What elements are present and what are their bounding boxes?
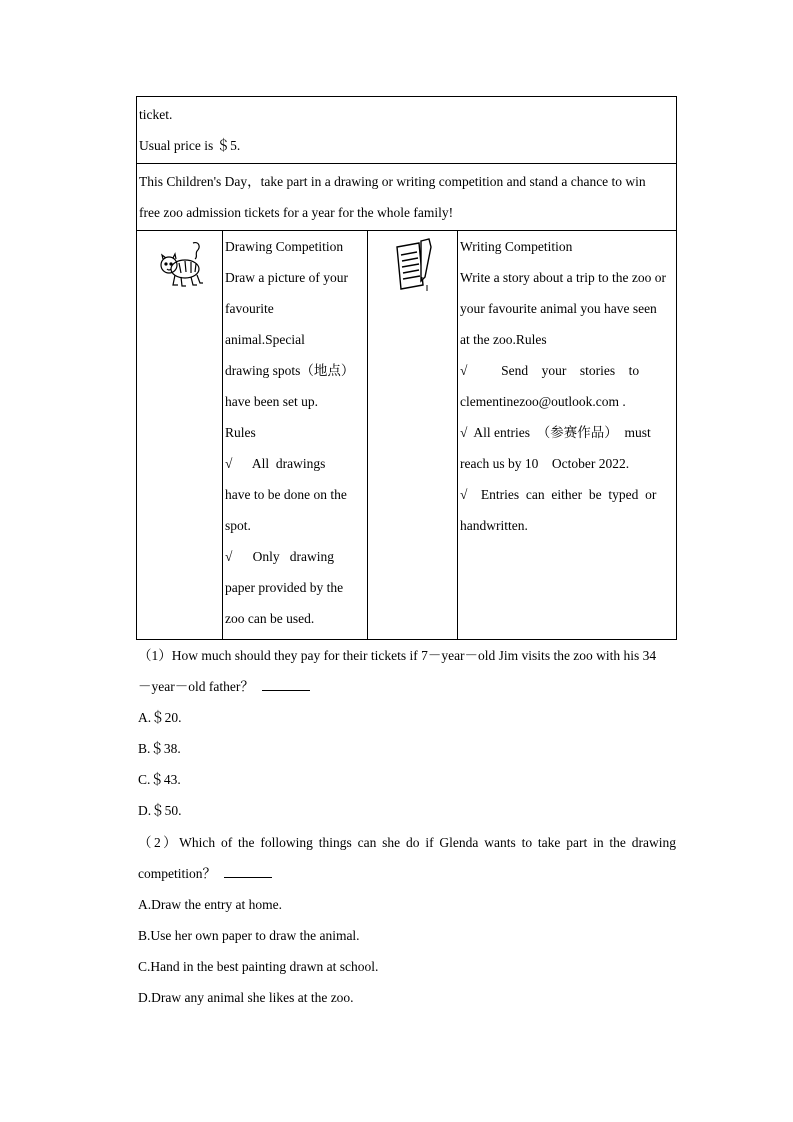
question-1-text-cont: －year－old father？ xyxy=(138,671,676,702)
table-row-price xyxy=(137,97,677,164)
tiger-icon xyxy=(155,237,205,293)
drawing-line: Draw a picture of your xyxy=(225,270,348,285)
drawing-title: Drawing Competition xyxy=(225,239,344,254)
drawing-line: drawing spots（地点） xyxy=(225,363,355,378)
writing-line: Write a story about a trip to the zoo or xyxy=(460,270,667,285)
option-b[interactable]: B.Use her own paper to draw the animal. xyxy=(138,928,360,943)
drawing-line: have been set up. xyxy=(225,394,318,409)
option-c[interactable]: C.Hand in the best painting drawn at school. xyxy=(138,959,379,974)
price-line-2: Usual price is ＄5. xyxy=(139,138,241,153)
price-line-1: ticket. xyxy=(139,107,173,122)
option-d[interactable]: D.＄50. xyxy=(138,803,182,818)
question-2-text-cont: competition？ xyxy=(138,858,676,889)
table-row-intro xyxy=(137,164,677,231)
writing-rule: √ Send your stories to xyxy=(460,363,640,378)
drawing-rule: paper provided by the xyxy=(225,580,344,595)
drawing-rule: spot. xyxy=(225,518,251,533)
drawing-rule: √ Only drawing xyxy=(225,549,335,564)
question-1-text: （1）How much should they pay for their tickets if 7－year－old Jim visits the zoo with his 34 xyxy=(138,648,657,663)
writing-rule: reach us by 10 October 2022. xyxy=(460,456,630,471)
question-1 xyxy=(138,640,676,826)
writing-line: your favourite animal you have seen xyxy=(460,301,657,316)
question-2-text: （2）Which of the following things can she do if Glenda wants to take part in the drawing xyxy=(138,835,676,850)
option-a[interactable]: A.Draw the entry at home. xyxy=(138,897,282,912)
tiger-icon-cell xyxy=(137,231,223,640)
option-b[interactable]: B.＄38. xyxy=(138,741,181,756)
drawing-rule: have to be done on the xyxy=(225,487,347,502)
intro-line-2: free zoo admission tickets for a year for the whole family! xyxy=(139,205,454,220)
answer-blank[interactable] xyxy=(224,863,272,878)
zoo-info-table xyxy=(136,96,677,640)
drawing-rule: zoo can be used. xyxy=(225,611,315,626)
option-d[interactable]: D.Draw any animal she likes at the zoo. xyxy=(138,990,354,1005)
writing-rule: handwritten. xyxy=(460,518,528,533)
writing-title: Writing Competition xyxy=(460,239,573,254)
writing-rule: √ All entries （参赛作品） must xyxy=(460,425,651,440)
writing-competition-cell xyxy=(458,231,677,640)
option-c[interactable]: C.＄43. xyxy=(138,772,181,787)
drawing-line: favourite xyxy=(225,301,274,316)
drawing-rule: √ All drawings xyxy=(225,456,326,471)
intro-line-1: This Children's Day，take part in a drawing or writing competition and stand a chance to win xyxy=(139,174,646,189)
writing-icon-cell xyxy=(368,231,458,640)
drawing-competition-cell xyxy=(223,231,368,640)
writing-rule: √ Entries can either be typed or xyxy=(460,487,657,502)
writing-email: clementinezoo@outlook.com . xyxy=(460,394,626,409)
option-a[interactable]: A.＄20. xyxy=(138,710,182,725)
drawing-line: animal.Special xyxy=(225,332,305,347)
writing-pad-icon xyxy=(391,237,435,293)
question-2 xyxy=(138,827,676,1013)
writing-line: at the zoo.Rules xyxy=(460,332,547,347)
answer-blank[interactable] xyxy=(262,676,310,691)
table-row-competitions xyxy=(137,231,677,640)
drawing-rules-label: Rules xyxy=(225,425,256,440)
